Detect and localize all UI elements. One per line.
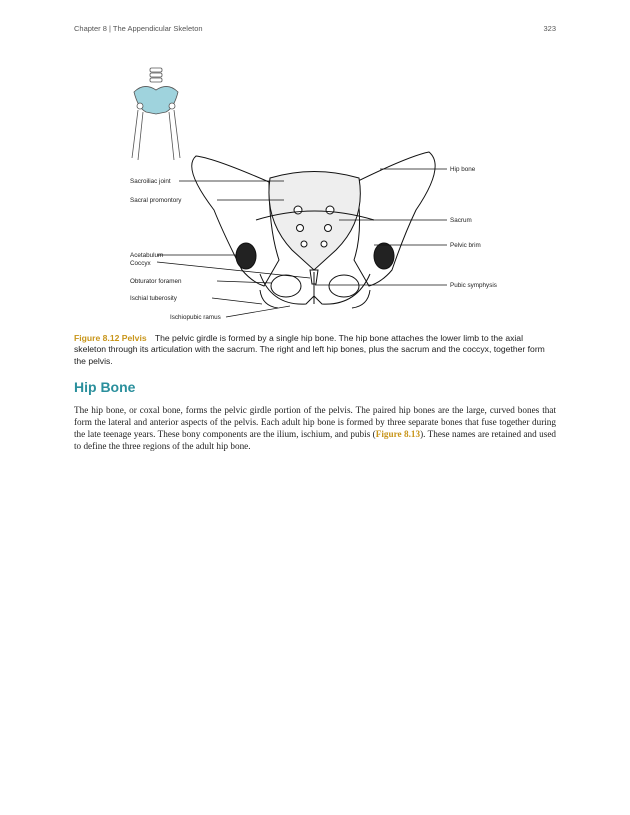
label-acetabulum: Acetabulum [130,252,164,259]
section-heading: Hip Bone [74,379,136,395]
chapter-title: Chapter 8 | The Appendicular Skeleton [74,24,203,33]
page-number: 323 [543,24,556,33]
label-coccyx: Coccyx [130,260,151,267]
label-hip-bone: Hip bone [450,166,476,173]
label-pelvic-brim: Pelvic brim [450,242,481,249]
body-text-after: ). These names are retained and used to define the three regions of the adult hip bone. [74,429,556,451]
pelvis-illustration [74,60,556,330]
label-ischiopubic-ramus: Ischiopubic ramus [170,314,221,321]
body-paragraph [74,404,556,452]
label-sacral-promontory: Sacral promontory [130,197,182,204]
label-obturator-foramen: Obturator foramen [130,278,182,285]
pelvis-drawing [192,152,435,308]
label-sacrum: Sacrum [450,217,472,224]
skeleton-thumbnail [132,68,180,160]
body-text-before: The hip bone, or coxal bone, forms the pelvic girdle portion of the pelvis. The paired hip bones are the large, curved bones that form the lateral and anterior aspects of the pelvis. Each adult hip bone is formed by three separate bones that fuse together during the late teenage years. These bony components are the ilium, ischium, and pubis ( [74,405,556,439]
figure-caption [74,333,556,367]
figure-link[interactable]: Figure 8.13 [375,429,421,439]
label-ischial-tuberosity: Ischial tuberosity [130,295,177,302]
pelvis-figure [74,60,556,330]
figure-label: Figure 8.12 Pelvis [74,333,147,343]
label-pubic-symphysis: Pubic symphysis [450,282,497,289]
caption-text: The pelvic girdle is formed by a single hip bone. The hip bone attaches the lower limb to the axial skeleton through its articulation with the sacrum. The right and left hip bones, plus the sacrum and the coccyx, together form the pelvis. [74,333,545,366]
label-sacroiliac-joint: Sacroiliac joint [130,178,171,185]
